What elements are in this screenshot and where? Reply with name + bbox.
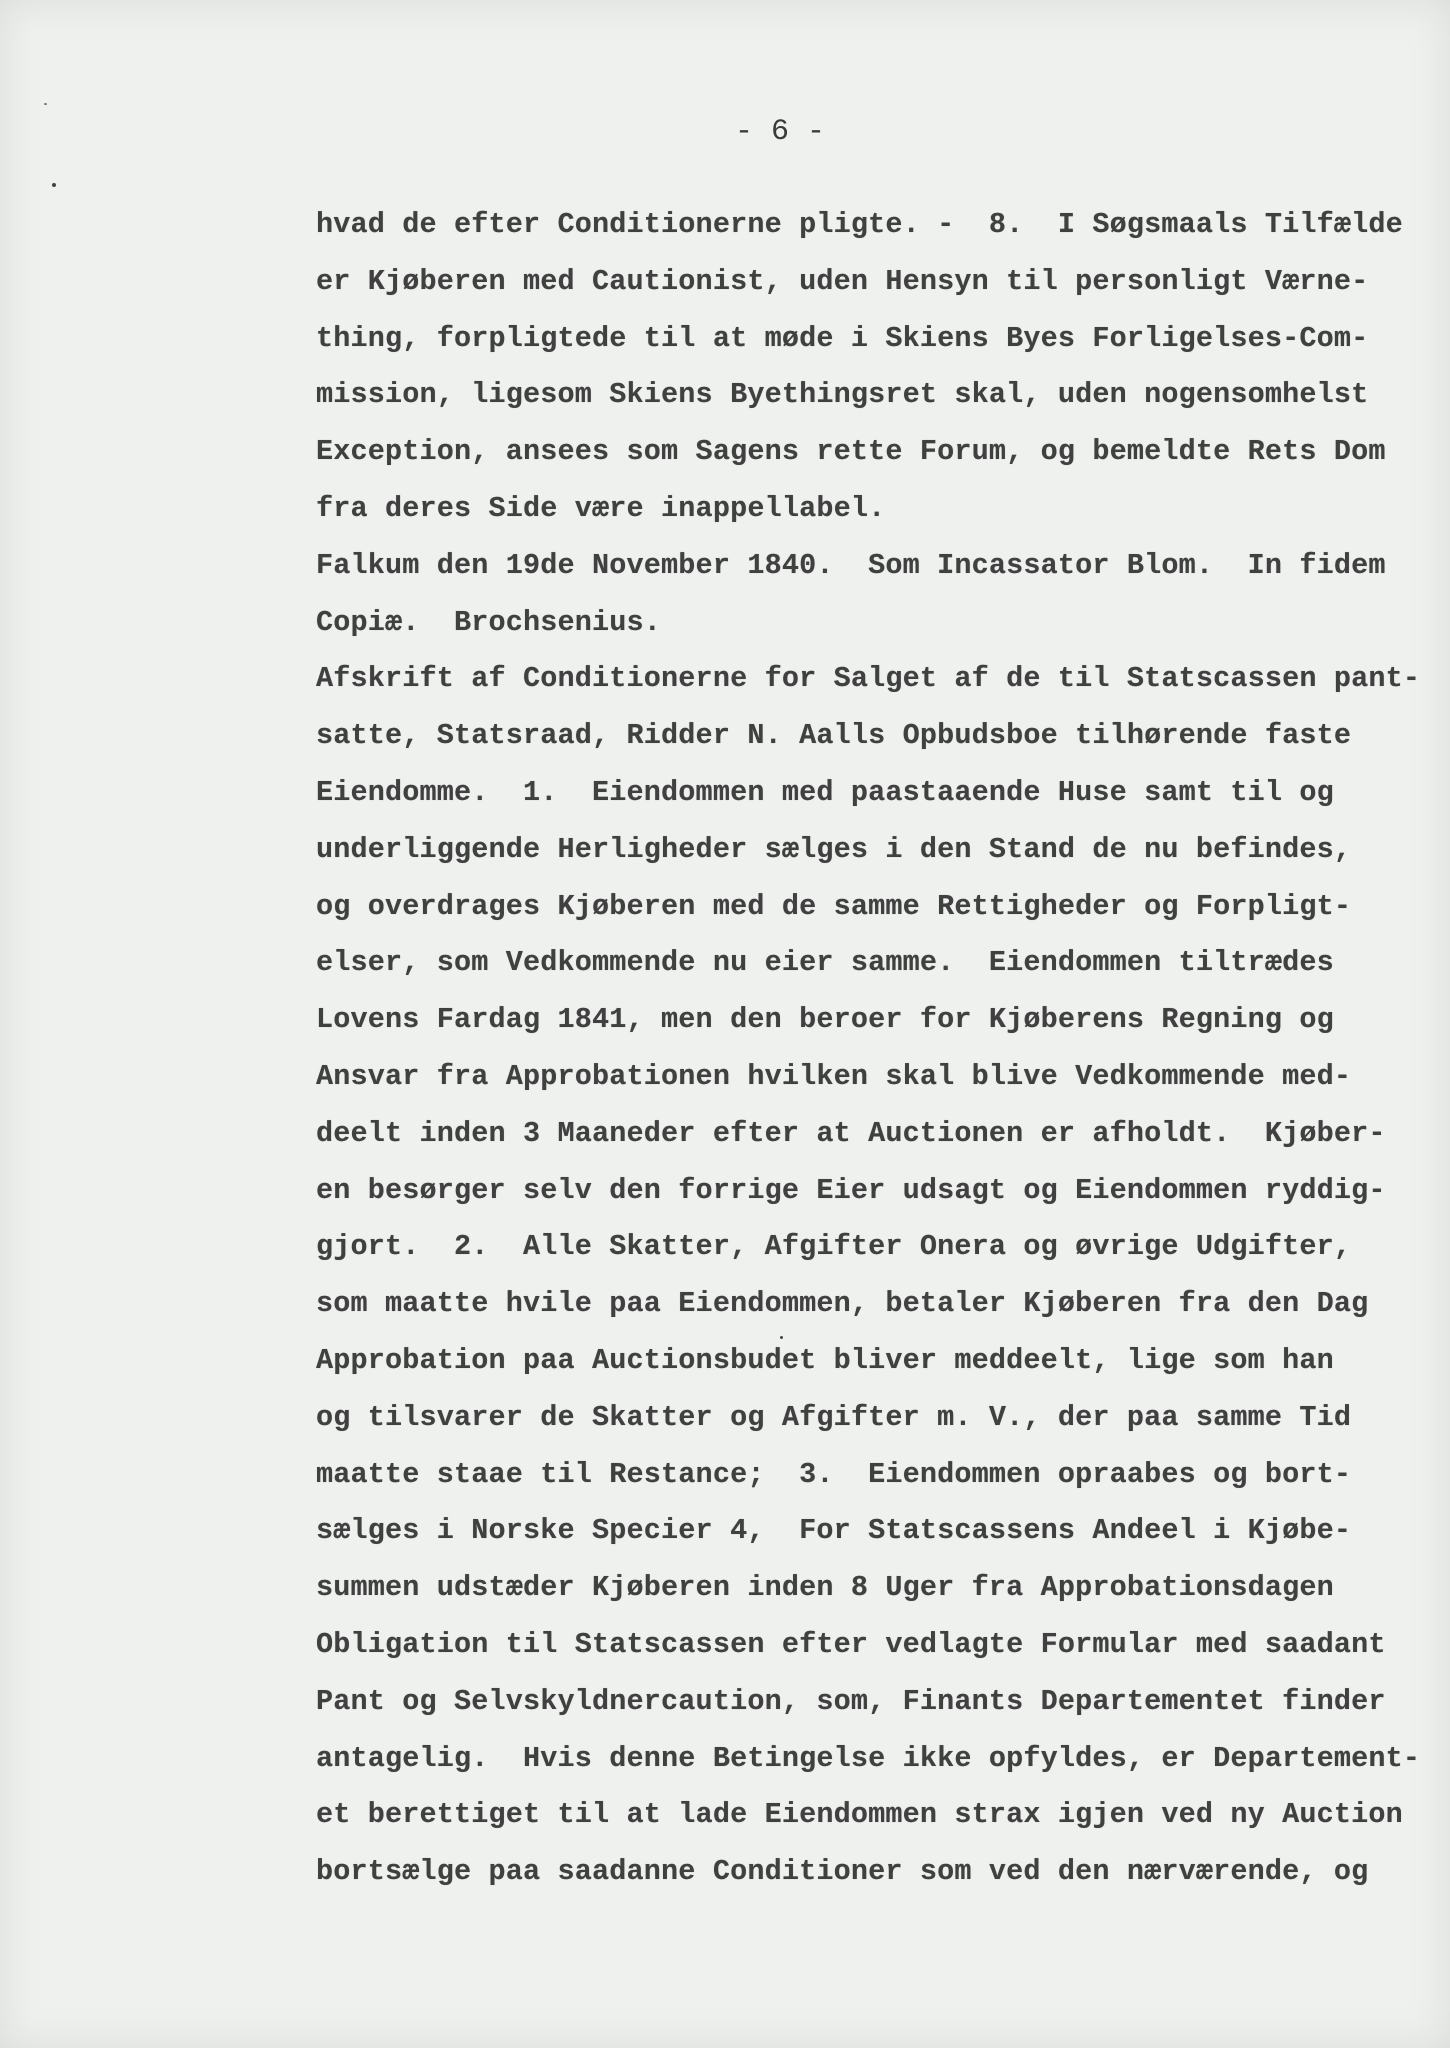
text-line: Eiendomme. 1. Eiendommen med paastaaende Huse samt til og: [316, 775, 1334, 809]
text-line: thing, forpligtede til at møde i Skiens Byes Forligelses-Com-: [316, 321, 1369, 355]
text-line: gjort. 2. Alle Skatter, Afgifter Onera og øvrige Udgifter,: [316, 1230, 1352, 1264]
text-line: et berettiget til at lade Eiendommen strax igjen ved ny Auction: [316, 1798, 1403, 1832]
text-line: Falkum den 19de November 1840. Som Incassator Blom. In fidem: [316, 548, 1386, 582]
ink-speck: [44, 103, 47, 105]
text-line: deelt inden 3 Maaneder efter at Auctionen er afholdt. Kjøber-: [316, 1116, 1386, 1150]
text-line: mission, ligesom Skiens Byethingsret skal, uden nogensomhelst: [316, 378, 1369, 412]
text-line: Copiæ. Brochsenius.: [316, 605, 662, 639]
text-line: Afskrift af Conditionerne for Salget af de til Statscassen pant-: [316, 662, 1421, 696]
text-line: underliggende Herligheder sælges i den Stand de nu befindes,: [316, 832, 1352, 866]
text-line: Exception, ansees som Sagens rette Forum, og bemeldte Rets Dom: [316, 435, 1386, 469]
text-line: fra deres Side være inappellabel.: [316, 491, 886, 525]
text-line: Ansvar fra Approbationen hvilken skal blive Vedkommende med-: [316, 1059, 1352, 1093]
text-line: Obligation til Statscassen efter vedlagte Formular med saadant: [316, 1627, 1386, 1661]
text-line: Pant og Selvskyldnercaution, som, Finants Departementet finder: [316, 1684, 1386, 1718]
text-line: og tilsvarer de Skatter og Afgifter m. V., der paa samme Tid: [316, 1400, 1352, 1434]
text-line: elser, som Vedkommende nu eier samme. Eiendommen tiltrædes: [316, 946, 1334, 980]
text-line: som maatte hvile paa Eiendommen, betaler Kjøberen fra den Dag: [316, 1287, 1369, 1321]
text-line: sælges i Norske Specier 4, For Statscassens Andeel i Kjøbe-: [316, 1514, 1352, 1548]
page-number: - 6 -: [734, 115, 825, 149]
typewritten-body: [316, 197, 1426, 1901]
text-line: og overdrages Kjøberen med de samme Rettigheder og Forpligt-: [316, 889, 1352, 923]
text-line: bortsælge paa saadanne Conditioner som ved den nærværende, og: [316, 1855, 1369, 1889]
text-line: er Kjøberen med Cautionist, uden Hensyn til personligt Værne-: [316, 264, 1369, 298]
text-line: Lovens Fardag 1841, men den beroer for Kjøberens Regning og: [316, 1003, 1334, 1037]
text-line: hvad de efter Conditionerne pligte. - 8. I Søgsmaals Tilfælde: [316, 208, 1403, 241]
text-line: Approbation paa Auctionsbudet bliver meddeelt, lige som han: [316, 1343, 1334, 1377]
ink-speck: [52, 183, 56, 187]
text-line: maatte staae til Restance; 3. Eiendommen opraabes og bort-: [316, 1457, 1352, 1491]
text-line: antagelig. Hvis denne Betingelse ikke opfyldes, er Departement-: [316, 1741, 1421, 1775]
text-line: summen udstæder Kjøberen inden 8 Uger fra Approbationsdagen: [316, 1571, 1334, 1605]
text-line: satte, Statsraad, Ridder N. Aalls Opbudsboe tilhørende faste: [316, 719, 1352, 753]
text-line: en besørger selv den forrige Eier udsagt og Eiendommen ryddig-: [316, 1173, 1386, 1207]
